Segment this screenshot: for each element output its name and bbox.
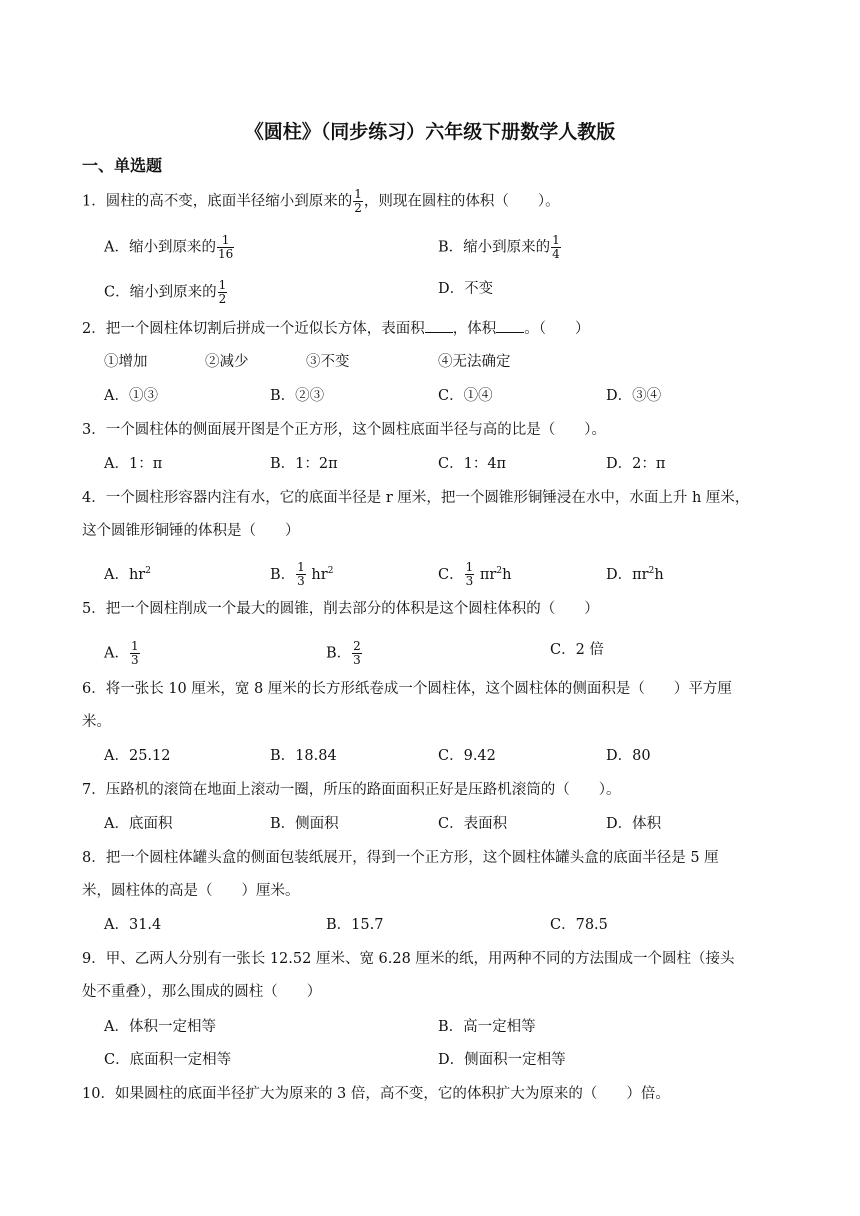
q2-choice-3: ③不变 (306, 354, 350, 370)
q1-option-b: B．缩小到原来的 $\frac{1}{4}$ (438, 233, 560, 261)
fraction: $\frac{1}{2}$ (354, 187, 362, 215)
q8-option-b: B．15.7 (326, 917, 384, 933)
q3-option-c: C．1：4π (438, 456, 507, 472)
q5-option-a: A． $\frac{1}{3}$ (104, 639, 139, 667)
page-title: 《圆柱》（同步练习）六年级下册数学人教版 (244, 121, 616, 143)
q9-option-d: D．侧面积一定相等 (438, 1052, 566, 1068)
fraction: $\frac{1}{3}$ (297, 560, 305, 589)
question-4-line-2: 这个圆锥形铜锤的体积是（ ） (82, 523, 300, 539)
q8-option-a: A．31.4 (104, 917, 162, 933)
q5-option-b: B． $\frac{2}{3}$ (326, 639, 361, 667)
question-9-line-2: 处不重叠），那么围成的圆柱（ ） (82, 984, 322, 1000)
fraction: $\frac{1}{3}$ (465, 560, 474, 589)
q7-option-d: D．体积 (606, 816, 662, 832)
q2-option-c: C．①④ (438, 388, 493, 404)
question-10: 10．如果圆柱的底面半径扩大为原来的 3 倍，高不变，它的体积扩大为原来的（ ）倍。 (82, 1086, 670, 1102)
q4-option-b: B． $\frac{1}{3}$ $hr^2$ (270, 560, 334, 589)
q7-option-a: A．底面积 (104, 816, 173, 832)
q8-option-c: C．78.5 (550, 917, 608, 933)
q6-option-c: C．9.42 (438, 748, 496, 764)
fraction: $\frac{1}{2}$ (218, 278, 227, 306)
q4-option-a: A．$hr^2$ (104, 566, 151, 583)
q4-option-d: D．$\pi r^2h$ (606, 566, 664, 583)
q3-option-a: A．1：π (104, 456, 163, 472)
answer-blank (425, 318, 453, 333)
q3-option-b: B．1：2π (270, 456, 338, 472)
answer-blank (496, 318, 524, 333)
question-1-text-tail: ，则现在圆柱的体积（ ）。 (363, 193, 560, 210)
section-heading: 一、单选题 (82, 156, 163, 175)
q2-choice-4: ④无法确定 (438, 354, 511, 370)
q9-option-a: A．体积一定相等 (104, 1019, 216, 1035)
question-6-line-1: 6．将一张长 10 厘米，宽 8 厘米的长方形纸卷成一个圆柱体，这个圆柱体的侧面积是（ ）平方厘 (82, 681, 732, 697)
q2-choice-2: ②减少 (205, 354, 249, 370)
q9-option-c: C．底面积一定相等 (104, 1052, 232, 1068)
question-6-line-2: 米。 (82, 714, 111, 730)
question-2: 2．把一个圆柱体切割后拼成一个近似长方体，表面积 ，体积 。（ ） (82, 318, 589, 339)
q6-option-b: B．18.84 (270, 748, 337, 764)
fraction: $\frac{1}{3}$ (130, 639, 139, 667)
fraction: $\frac{2}{3}$ (353, 639, 361, 667)
q1-option-a: A．缩小到原来的 $\frac{1}{16}$ (104, 233, 234, 261)
fraction: $\frac{1}{4}$ (552, 233, 560, 261)
q9-option-b: B．高一定相等 (438, 1019, 536, 1035)
question-5: 5．把一个圆柱削成一个最大的圆锥，削去部分的体积是这个圆柱体积的（ ） (82, 601, 599, 617)
q3-option-d: D．2：π (606, 456, 666, 472)
q6-option-d: D．80 (606, 748, 651, 764)
question-8-line-1: 8．把一个圆柱体罐头盒的侧面包装纸展开，得到一个正方形，这个圆柱体罐头盒的底面半径是 5 厘 (82, 850, 719, 866)
question-8-line-2: 米，圆柱体的高是（ ）厘米。 (82, 883, 300, 899)
q2-option-a: A．①③ (104, 388, 158, 404)
question-7: 7．压路机的滚筒在地面上滚动一圈，所压的路面面积正好是压路机滚筒的（ ）。 (82, 782, 621, 798)
fraction: $\frac{1}{16}$ (217, 233, 234, 261)
question-1-text: 1．圆柱的高不变，底面半径缩小到原来的 (82, 193, 353, 210)
q7-option-b: B．侧面积 (270, 816, 339, 832)
question-3: 3．一个圆柱体的侧面展开图是个正方形，这个圆柱底面半径与高的比是（ ）。 (82, 422, 606, 438)
q6-option-a: A．25.12 (104, 748, 171, 764)
q2-option-d: D．③④ (606, 388, 662, 404)
question-9-line-1: 9．甲、乙两人分别有一张长 12.52 厘米、宽 6.28 厘米的纸，用两种不同的方法围成一个圆柱（接头 (82, 951, 735, 967)
q2-option-b: B．②③ (270, 388, 325, 404)
q7-option-c: C．表面积 (438, 816, 508, 832)
question-1 (82, 188, 560, 215)
q1-option-c: C．缩小到原来的 $\frac{1}{2}$ (104, 278, 227, 306)
q4-option-c: C． $\frac{1}{3}$ $\pi r^2h$ (438, 560, 512, 589)
question-4-line-1: 4．一个圆柱形容器内注有水，它的底面半径是 r 厘米，把一个圆锥形铜锤浸在水中，水面上升 h 厘米， (82, 490, 750, 506)
q5-option-c: C．2 倍 (550, 642, 604, 658)
q2-choice-1: ①增加 (104, 354, 148, 370)
q1-option-d: D．不变 (438, 281, 494, 297)
